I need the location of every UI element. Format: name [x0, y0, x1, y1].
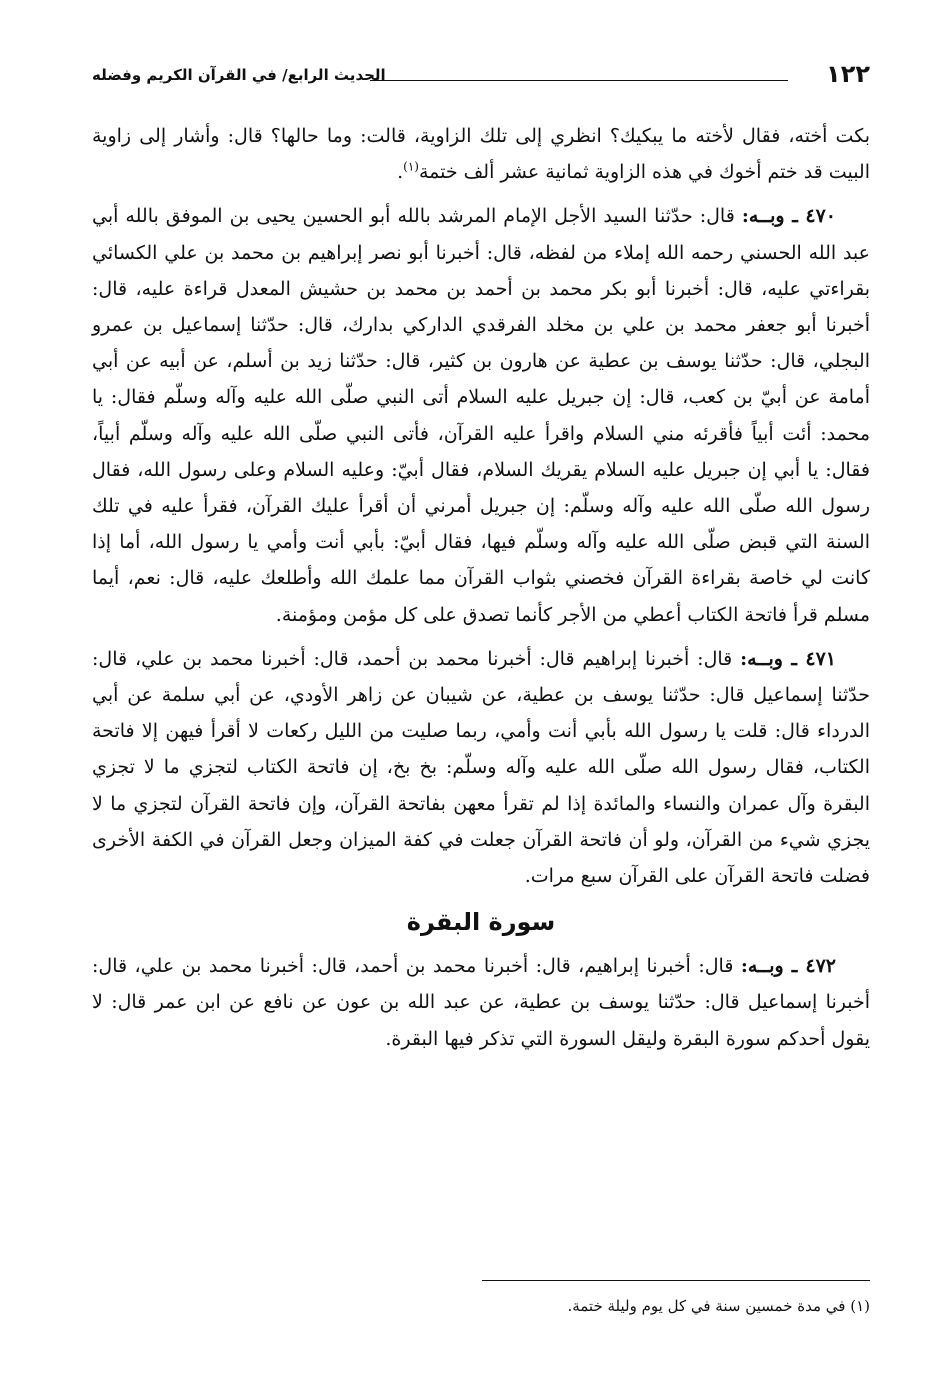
footnote-rule: [482, 1280, 870, 1281]
hadith-text: قال: أخبرنا إبراهيم، قال: أخبرنا محمد بن أحمد، قال: أخبرنا محمد بن علي، قال: أخبرنا إسماعيل قال: حدّثنا يوسف بن عطية، عن عبد الله بن عون عن نافع عن ابن عمر قال: لا يقول أحدكم سورة البقرة وليقل السورة التي تذكر فيها البقرة.: [92, 955, 870, 1050]
footnote: (١) في مدة خمسين سنة في كل يوم وليلة ختمة.: [567, 1297, 870, 1315]
running-title: الحديث الرابع/ في القرآن الكريم وفضله: [92, 66, 386, 84]
hadith-472: [92, 948, 870, 1057]
hadith-number: ٤٧١ ـ وبــه:: [740, 647, 836, 670]
hadith-text: قال: أخبرنا إبراهيم قال: أخبرنا محمد بن أحمد، قال: أخبرنا محمد بن علي، قال: حدّثنا إسماعيل قال: حدّثنا يوسف بن عطية، عن شيبان عن زاهر الأودي، عن أبي سلمة عن أبي الدرداء قال: قلت يا رسول الله بأبي أنت وأمي، ربما صليت من الليل ركعات لا أقرأ فيهن إلا فاتحة الكتاب، فقال رسول الله صلّى الله عليه وآله وسلّم: بخ بخ، إن فاتحة الكتاب لتجزي ما لا تجزي البقرة وآل عمران والنساء والمائدة إذا لم تقرأ معهن بفاتحة القرآن، وإن فاتحة القرآن لتجزي ما لا يجزي شيء من القرآن، ولو أن فاتحة القرآن جعلت في كفة الميزان وجعل القرآن في الكفة الأخرى فضلت فاتحة القرآن على القرآن سبع مرات.: [92, 647, 870, 888]
main-text: [92, 118, 870, 1065]
page-number: ١٢٢: [826, 60, 870, 88]
footnote-reference: (١): [403, 159, 419, 174]
header-rule: [370, 80, 788, 81]
hadith-number: ٤٧٠ ـ وبــه:: [741, 205, 836, 228]
page-header: [92, 58, 870, 94]
hadith-text: قال: حدّثنا السيد الأجل الإمام المرشد بالله أبو الحسين يحيى بن الموفق بالله أبي عبد الله الحسني رحمه الله إملاء من لفظه، قال: أخبرنا أبو نصر إبراهيم بن محمد بن علي الكسائي بقراءتي عليه، قال: أخبرنا أبو بكر محمد بن أحمد بن محمد بن حشيش المعدل قراءة عليه، قال: أخبرنا أبو جعفر محمد بن علي بن مخلد الفرقدي الداركي بدارك، قال: حدّثنا إسماعيل بن عمرو البجلي، قال: حدّثنا يوسف بن عطية عن هارون بن كثير، قال: حدّثنا زيد بن أسلم، عن أبيه عن أبي أمامة عن أبيّ بن كعب، قال: إن جبريل عليه السلام أتى النبي صلّى الله عليه وآله وسلّم فقال: يا محمد: أئت أبياً فأقرئه مني السلام واقرأ عليه القرآن، فأتى النبي صلّى الله عليه وآله وسلّم أبياً، فقال: يا أبي إن جبريل عليه السلام يقريك السلام، فقال أبيّ: وعليه السلام وعلى رسول الله، فقال رسول الله صلّى الله عليه وآله وسلّم: إن جبريل أمرني أن أقرأ عليك القرآن، فقرأ عليه في تلك السنة التي قبض صلّى الله عليه وآله وسلّم فيها، فقال أبيّ: بأبي أنت وأمي يا رسول الله، أما إذا كانت لي خاصة بقراءة القرآن فخصني بثواب القرآن مما علمك الله وأطلعك عليه، قال: نعم، أيما مسلم قرأ فاتحة الكتاب أعطي من الأجر كأنما تصدق على كل مؤمن ومؤمنة.: [92, 205, 870, 626]
paragraph-end: .: [397, 161, 404, 184]
paragraph-continuation: [92, 118, 870, 190]
hadith-number: ٤٧٢ ـ وبــه:: [740, 955, 836, 978]
hadith-470: [92, 198, 870, 632]
paragraph-text: بكت أخته، فقال لأخته ما يبكيك؟ انظري إلى تلك الزاوية، قالت: وما حالها؟ قال: وأشار إلى زاوية البيت قد ختم أخوك في هذه الزاوية ثمانية عشر ألف ختمة: [92, 125, 870, 184]
hadith-471: [92, 641, 870, 894]
section-heading: سورة البقرة: [406, 908, 556, 937]
